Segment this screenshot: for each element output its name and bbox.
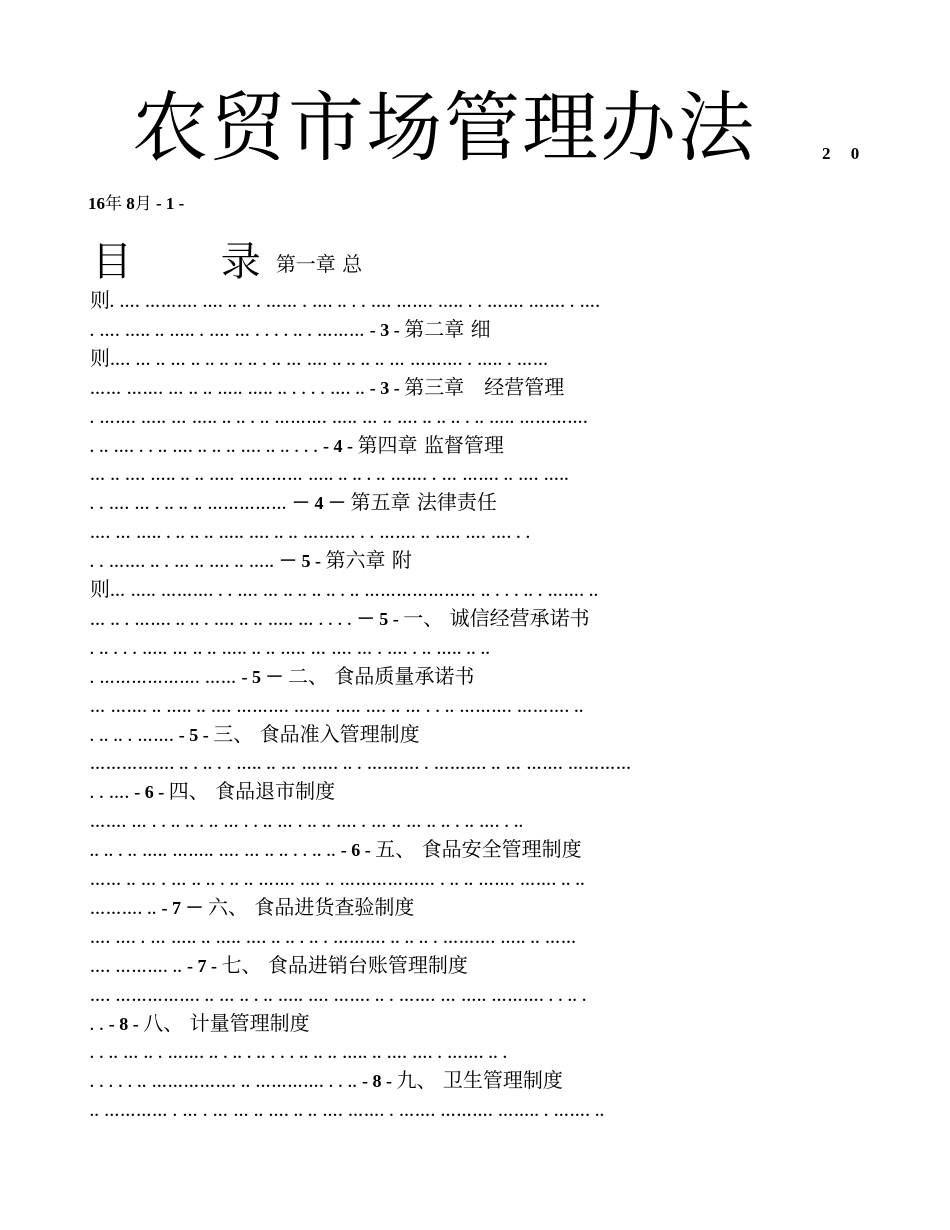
- toc-page-number: - 3 -: [365, 377, 405, 398]
- toc-dot-leader: …. ……………. .. … .. . .. ….. …. ……. .. . ……. … ….. ………. . . .. .: [90, 988, 587, 1005]
- toc-row: [90, 1008, 860, 1038]
- date-month: 8: [126, 194, 135, 213]
- toc-row: [90, 1065, 860, 1095]
- toc-row: [90, 401, 860, 431]
- toc-entry-title: 八、 计量管理制度: [143, 1010, 310, 1035]
- toc-row: [90, 632, 860, 662]
- date-year: 16: [88, 194, 105, 213]
- toc-row: [90, 719, 860, 749]
- toc-row: [90, 372, 860, 402]
- toc-dot-leader: …. … ….. . .. .. .. ….. …. .. .. ………. . . ……. .. ….. …. …. . .: [90, 526, 531, 543]
- page-number: - 1 -: [156, 194, 185, 213]
- toc-dot-leader: .. .. . .. ….. …….. …. … .. .. . . .. ..: [90, 844, 337, 861]
- toc-page-number: － 4 －: [287, 493, 351, 514]
- toc-page-number: - 5 -: [174, 724, 214, 745]
- toc-row: [90, 1094, 860, 1124]
- date-year-unit: 年: [105, 194, 122, 213]
- toc-dot-leader: . . …. … . .. .. .. ……………: [90, 497, 288, 514]
- toc-row: [90, 458, 860, 488]
- toc-dot-leader: . . ……. .. . … .. …. .. …..: [90, 555, 275, 572]
- document-title: 农贸市场管理办法: [132, 83, 756, 172]
- toc-entry-title: 三、 食品准入管理制度: [213, 721, 420, 746]
- toc-page-number: - 3 -: [365, 319, 405, 340]
- toc-dot-leader: …. ………. ..: [90, 959, 183, 976]
- toc-row: [90, 950, 860, 980]
- toc-dot-leader: . . . . . .. ……………. .. …………. . . ..: [90, 1075, 358, 1092]
- toc-dot-leader: . .: [90, 1017, 105, 1034]
- toc-dot-leader: . .. . . . ….. … .. .. ….. .. .. ….. … …. … . …. . .. ….. .. ..: [90, 641, 491, 658]
- toc-dot-leader: … .. . ……. .. .. . …. .. .. ….. … . . . .: [90, 612, 353, 629]
- toc-row-0: 第一章 总: [275, 252, 363, 276]
- toc-row: [90, 892, 860, 922]
- toc-row-lead: 则: [90, 288, 110, 312]
- toc-heading-line: [92, 230, 362, 287]
- toc-heading: 目 录: [92, 239, 299, 285]
- toc-page-number: - 4 -: [318, 435, 358, 456]
- toc-row: [90, 690, 860, 720]
- toc-row: [90, 1036, 860, 1066]
- toc-row: [90, 834, 860, 864]
- toc-page-number: － 5 -: [274, 551, 326, 572]
- toc-dot-leader: . ……. ….. … ….. .. .. . .. ………. ….. … .. …. .. .. .. . .. ….. ………….: [90, 410, 589, 427]
- toc-row: [90, 805, 860, 835]
- toc-entry-title: 九、 卫生管理制度: [396, 1068, 563, 1093]
- toc-row: [90, 487, 860, 517]
- toc-page-number: - 5 －: [237, 666, 288, 687]
- toc-page-number: - 6 -: [336, 840, 376, 861]
- date-line: [88, 189, 184, 214]
- toc-dot-leader: . …. ………. …. .. .. . …… . …. .. . . …. ……. ….. . . ……. ……. . ….: [110, 295, 601, 311]
- toc-row: [90, 661, 860, 691]
- toc-row: [90, 285, 860, 315]
- toc-dot-leader: …. … .. … .. .. .. .. .. . .. … …. .. .. .. .. … ………. . ….. . ……: [110, 352, 549, 369]
- toc-entry-title: 七、 食品进销台账管理制度: [221, 952, 468, 977]
- toc-row: [90, 574, 860, 604]
- toc-row: [90, 545, 860, 575]
- toc-row: [90, 516, 860, 546]
- toc-row: [90, 343, 860, 373]
- toc-entry-title: 第三章 经营管理: [404, 374, 565, 399]
- toc-row: [90, 979, 860, 1009]
- toc-dot-leader: .. ………… . … . … … .. …. .. .. …. ……. . ……. ………. …….. . ……. ..: [90, 1104, 605, 1121]
- toc-row: [90, 747, 860, 777]
- toc-dot-leader: . . ….: [90, 786, 130, 803]
- toc-dot-leader: . . .. … .. . ……. .. . .. . .. . . . .. .. .. ….. .. …. …. . ……. .. .: [90, 1046, 508, 1063]
- toc-dot-leader: ………. ..: [90, 901, 157, 918]
- toc-page-number: - 8 -: [104, 1013, 144, 1034]
- toc-dot-leader: . .. …. . . .. …. .. .. .. …. .. .. . . .: [90, 439, 319, 456]
- toc-row: [90, 430, 860, 460]
- toc-dot-leader: …… .. … . … .. .. . .. .. ……. …. .. ……………… . .. .. ……. ……. .. ..: [90, 873, 586, 889]
- toc-page-number: - 7 －: [157, 897, 208, 918]
- toc-entry-title: 第五章 法律责任: [350, 490, 497, 515]
- toc-dot-leader: … .. …. ….. .. .. ….. ………… ….. .. .. . .. ……. . … ……. .. …. …..: [90, 468, 570, 485]
- toc-dot-leader: … ……. .. ….. .. …. ………. ……. ….. …. .. … . . .. ………. ………. ..: [90, 699, 584, 716]
- toc-page-number: - 6 -: [129, 782, 169, 803]
- toc-entry-title: 一、 诚信经营承诺书: [403, 605, 590, 630]
- toc-entry-title: 四、 食品退市制度: [168, 779, 336, 804]
- toc-row: [90, 863, 860, 893]
- toc-row: [90, 603, 860, 633]
- toc-page-number: - 8 -: [357, 1071, 397, 1092]
- toc-row: [90, 921, 860, 951]
- toc-dot-leader: …… ……. … .. .. ….. ….. .. . . . . …. ..: [90, 381, 366, 398]
- toc-dot-leader: ……. … . . .. .. . .. … . . .. … . .. .. …. . … .. … .. .. . .. …. . ..: [90, 815, 524, 832]
- date-month-unit: 月: [134, 194, 152, 213]
- toc-dot-leader: . ………………. ……: [90, 670, 237, 687]
- toc-dot-leader: …. …. . … ….. .. ….. …. .. .. . .. . ………. .. .. .. . ………. ….. .. ……: [90, 930, 577, 947]
- toc-entry-title: 六、 食品进货查验制度: [208, 894, 415, 919]
- toc-page-number: - 7 -: [182, 955, 222, 976]
- toc-row: [90, 314, 860, 344]
- toc-entry-title: 五、 食品安全管理制度: [375, 837, 582, 862]
- toc-dot-leader: . …. ….. .. ….. . …. … . . . . .. . ………: [90, 323, 366, 340]
- toc-row: [90, 776, 860, 806]
- toc-dot-leader: ……………. .. . .. . . ….. .. … ……. .. . ………. . ………. .. … ……. …………: [90, 757, 632, 774]
- toc-entry-title: 第二章 细: [404, 316, 491, 341]
- toc-row-lead: 则: [90, 345, 110, 370]
- toc-entry-title: 第六章 附: [325, 548, 412, 573]
- toc-row-lead: 则: [90, 577, 110, 601]
- toc-page-number: － 5 -: [352, 608, 404, 629]
- title-block: [0, 78, 950, 188]
- toc-dot-leader: … ….. ………. . . …. … .. .. .. .. . .. ………………… .. . . . .. . ……. ..: [110, 584, 599, 600]
- toc-entry-title: 第四章 监督管理: [357, 432, 504, 457]
- title-date-fragment: 2 0: [822, 144, 868, 163]
- toc-dot-leader: . .. .. . …….: [90, 728, 175, 745]
- toc-entry-title: 二、 食品质量承诺书: [288, 663, 475, 688]
